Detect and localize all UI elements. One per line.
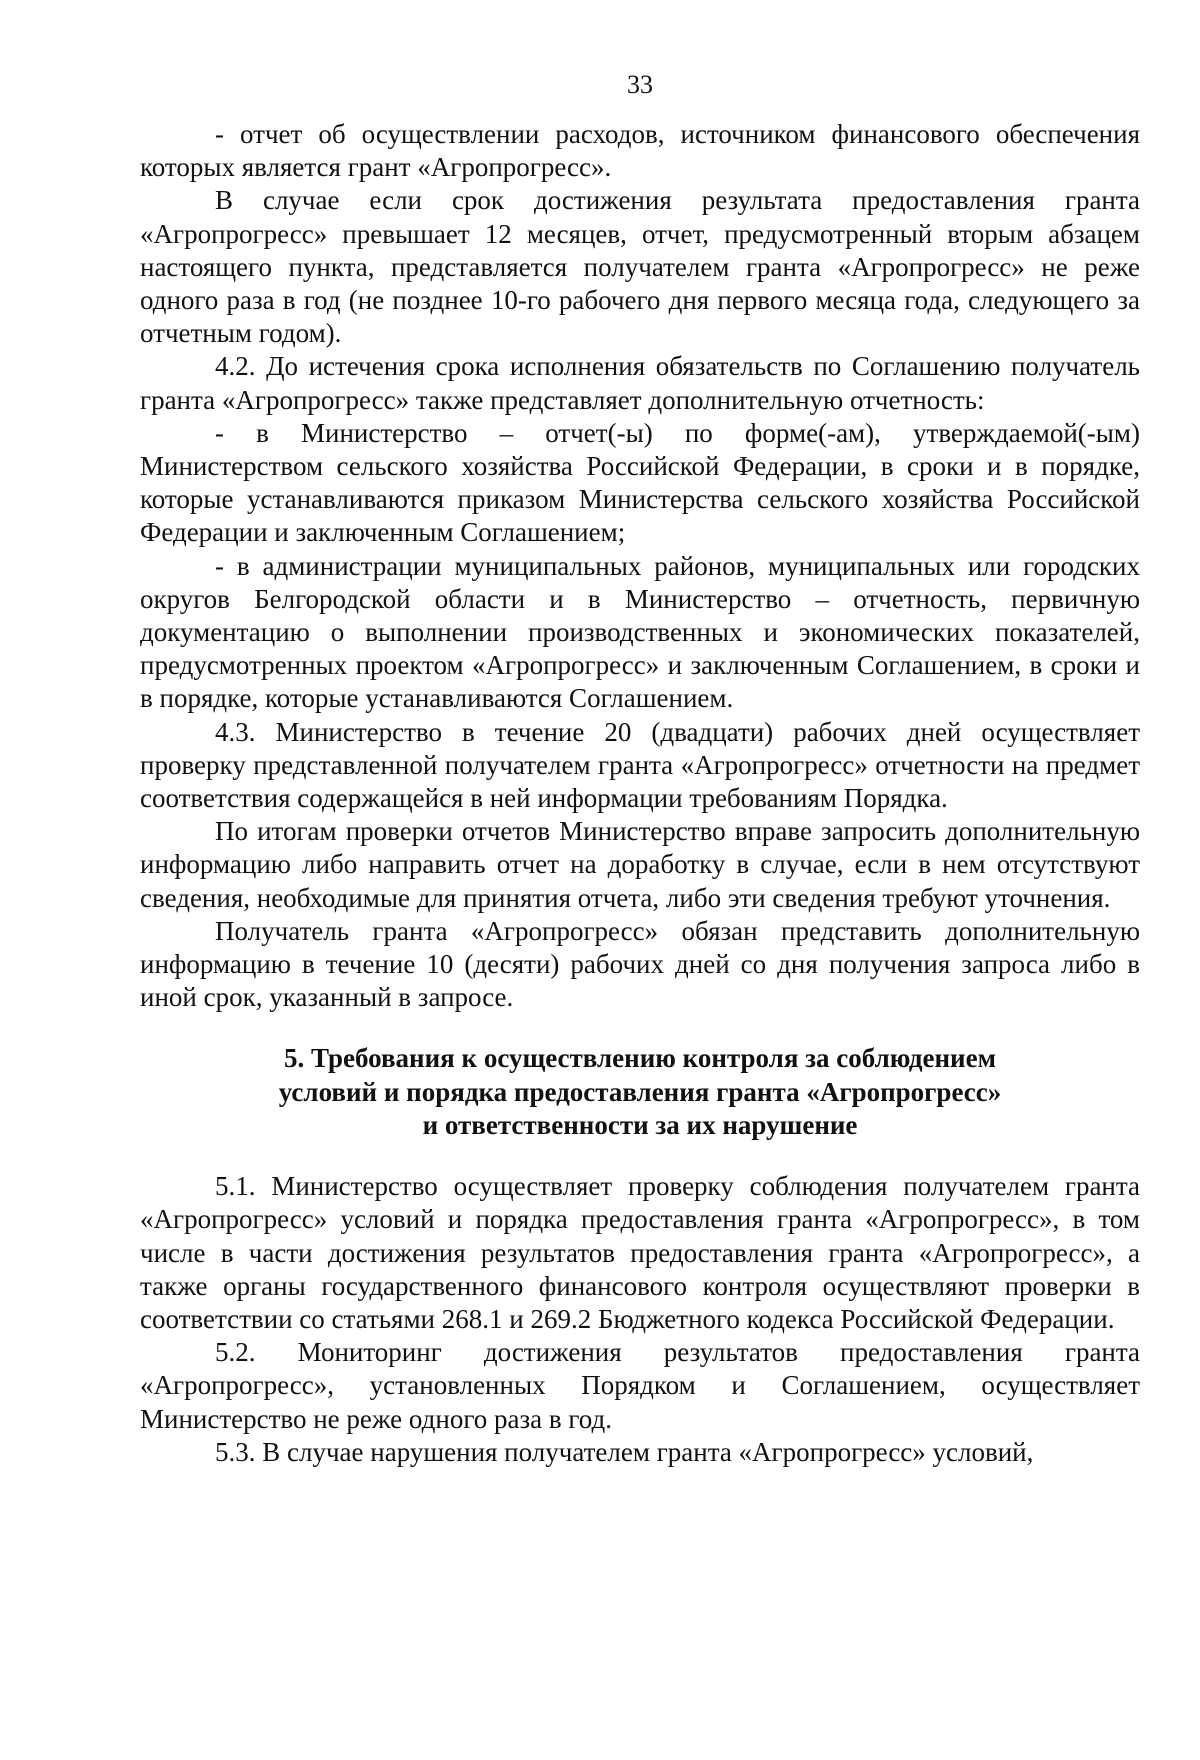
page-number: 33 xyxy=(627,70,653,99)
paragraph-additional-info: Получатель гранта «Агропрогресс» обязан представить дополнительную информацию в течение 10 (десяти) рабочих дней со дня получения запроса либо в иной срок, указанный в запросе. xyxy=(140,915,1140,1013)
paragraph-report-period: В случае если срок достижения результата предоставления гранта «Агропрогресс» превышает 12 месяцев, отчет, предусмотренный вторым абзацем настоящего пункта, представляется получателем гранта «Агропрогресс» не реже одного раза в год (не позднее 10-го рабочего дня первого месяца года, следующего за отчетным годом). xyxy=(140,185,1140,349)
section-heading-line-3: и ответственности за их нарушение xyxy=(422,1109,858,1140)
paragraph-5-3: 5.3. В случае нарушения получателем гранта «Агропрогресс» условий, xyxy=(215,1436,1034,1467)
paragraph-4-2: 4.2. До истечения срока исполнения обязательств по Соглашению получатель гранта «Агропрогресс» также представляет дополнительную отчетность: xyxy=(140,351,1140,415)
paragraph-report-expenses: - отчет об осуществлении расходов, источником финансового обеспечения которых является грант «Агропрогресс». xyxy=(140,119,1140,183)
paragraph-5-1: 5.1. Министерство осуществляет проверку соблюдения получателем гранта «Агропрогресс» условий и порядка предоставления гранта «Агропрогресс», в том числе в части достижения результатов предоставления гранта «Агропрогресс», а также органы государственного финансового контроля осуществляют проверки в соответствии со статьями 268.1 и 269.2 Бюджетного кодекса Российской Федерации. xyxy=(140,1171,1140,1334)
paragraph-municipal-reports: - в администрации муниципальных районов, муниципальных или городских округов Белгородской области и в Министерство – отчетность, первичную документацию о выполнении производственных и экономических показателей, предусмотренных проектом «Агропрогресс» и заключенным Соглашением, в сроки и в порядке, которые устанавливаются Соглашением. xyxy=(140,550,1140,714)
document-body xyxy=(140,118,1140,1469)
paragraph-5-2: 5.2. Мониторинг достижения результатов предоставления гранта «Агропрогресс», установленных Порядком и Соглашением, осуществляет Министерство не реже одного раза в год. xyxy=(140,1337,1140,1434)
section-heading-line-2: условий и порядка предоставления гранта «Агропрогресс» xyxy=(278,1076,1002,1107)
section-heading-line-1: 5. Требования к осуществлению контроля за соблюдением xyxy=(284,1043,996,1074)
section-heading xyxy=(140,1042,1140,1142)
paragraph-check-results: По итогам проверки отчетов Министерство вправе запросить дополнительную информацию либо направить отчет на доработку в случае, если в нем отсутствуют сведения, необходимые для принятия отчета, либо эти сведения требуют уточнения. xyxy=(140,816,1140,913)
paragraph-ministry-reports: - в Министерство – отчет(-ы) по форме(-ам), утверждаемой(-ым) Министерством сельского хозяйства Российской Федерации, в сроки и в порядке, которые устанавливаются приказом Министерства сельского хозяйства Российской Федерации и заключенным Соглашением; xyxy=(140,417,1140,548)
paragraph-4-3: 4.3. Министерство в течение 20 (двадцати) рабочих дней осуществляет проверку представленной получателем гранта «Агропрогресс» отчетности на предмет соответствия содержащейся в ней информации требованиям Порядка. xyxy=(140,716,1140,814)
